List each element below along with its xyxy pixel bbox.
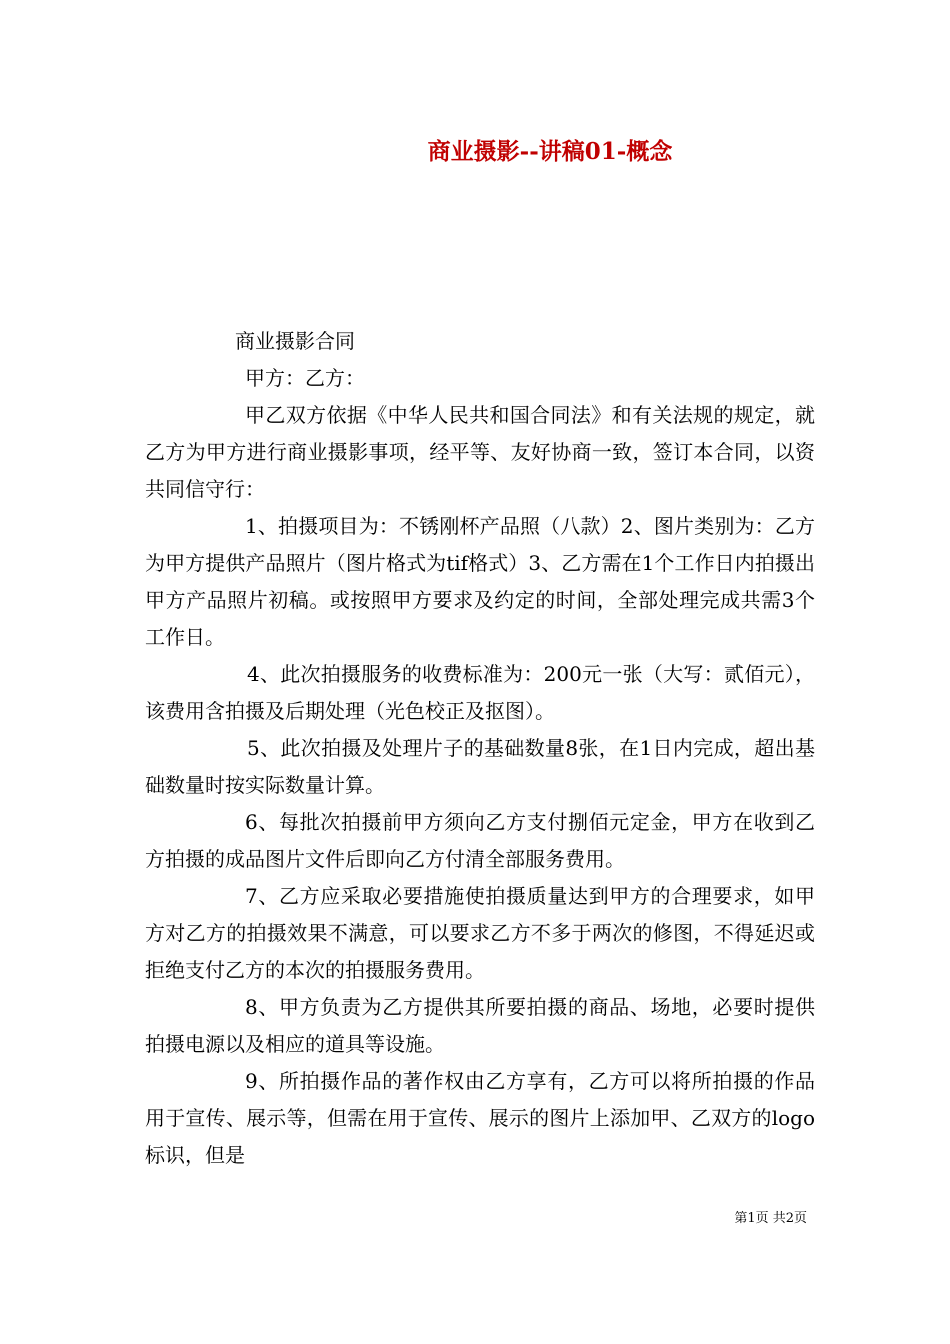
contract-parties: 甲方：乙方： xyxy=(245,366,365,390)
document-body xyxy=(145,323,815,1174)
paragraph: 7、乙方应采取必要措施使拍摄质量达到甲方的合理要求，如甲方对乙方的拍摄效果不满意，可以要求乙方不多于两次的修图，不得延迟或拒绝支付乙方的本次的拍摄服务费用。 xyxy=(145,884,815,982)
paragraph: 甲乙双方依据《中华人民共和国合同法》和有关法规的规定，就乙方为甲方进行商业摄影事项，经平等、友好协商一致，签订本合同，以资共同信守行： xyxy=(145,403,815,501)
paragraph: 6、每批次拍摄前甲方须向乙方支付捌佰元定金，甲方在收到乙方拍摄的成品图片文件后即向乙方付清全部服务费用。 xyxy=(145,810,815,871)
page-title: 商业摄影--讲稿01-概念 xyxy=(427,138,673,165)
paragraph: 5、此次拍摄及处理片子的基础数量8张，在1日内完成，超出基础数量时按实际数量计算。 xyxy=(145,736,815,797)
paragraph: 8、甲方负责为乙方提供其所要拍摄的商品、场地，必要时提供拍摄电源以及相应的道具等设施。 xyxy=(145,995,815,1056)
paragraph: 1、拍摄项目为：不锈刚杯产品照（八款）2、图片类别为：乙方为甲方提供产品照片（图片格式为tif格式）3、乙方需在1个工作日内拍摄出甲方产品照片初稿。或按照甲方要求及约定的时间，全部处理完成共需3个工作日。 xyxy=(145,514,815,649)
paragraph: 9、所拍摄作品的著作权由乙方享有，乙方可以将所拍摄的作品用于宣传、展示等，但需在用于宣传、展示的图片上添加甲、乙双方的logo标识，但是 xyxy=(145,1069,815,1167)
paragraph: 4、此次拍摄服务的收费标准为：200元一张（大写：贰佰元），该费用含拍摄及后期处理（光色校正及抠图）。 xyxy=(145,662,815,723)
page-footer: 第1页 共2页 xyxy=(734,1211,807,1226)
contract-name: 商业摄影合同 xyxy=(235,329,355,353)
